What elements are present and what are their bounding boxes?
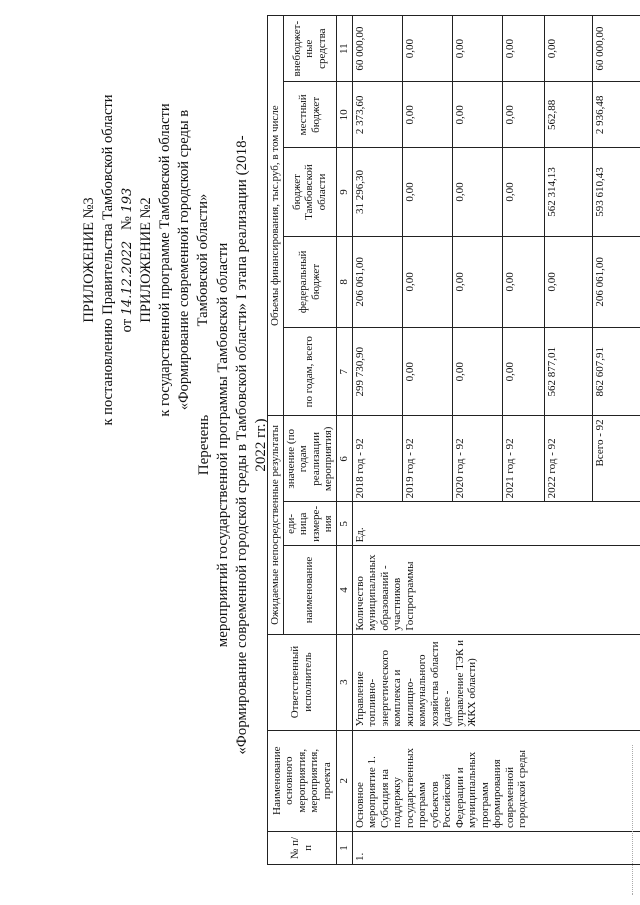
appendix-header	[80, 85, 213, 435]
col-header-total: по годам, всего	[283, 328, 336, 416]
year-value: 2022 год - 92	[544, 416, 592, 502]
col-number: 6	[336, 416, 352, 502]
total-amount: 862 607,91	[592, 328, 640, 416]
col-header-finance: Объемы финансирования, тыс.руб, в том числе	[268, 16, 284, 416]
col-header-local: местный бюджет	[283, 82, 336, 148]
col-header-extrabudget: внебюджет-ные средства	[283, 16, 336, 82]
regional-amount: 593 610,43	[592, 148, 640, 236]
total-amount: 0,00	[402, 328, 452, 416]
col-number: 1	[336, 831, 352, 864]
local-amount: 0,00	[452, 82, 502, 148]
col-header-regional: бюджет Тамбовской области	[283, 148, 336, 236]
scan-edge-marks	[632, 745, 636, 895]
col-header-num: № п/п	[268, 831, 337, 864]
year-value: 2021 год - 92	[502, 416, 544, 502]
col-header-result-name: наименование	[283, 546, 336, 634]
total-amount: 0,00	[502, 328, 544, 416]
local-amount: 0,00	[502, 82, 544, 148]
federal-amount: 206 061,00	[592, 236, 640, 328]
regional-amount: 0,00	[502, 148, 544, 236]
col-number: 5	[336, 502, 352, 546]
extrabudget-amount: 0,00	[544, 16, 592, 82]
local-amount: 2 936,48	[592, 82, 640, 148]
col-number: 7	[336, 328, 352, 416]
extrabudget-amount: 0,00	[502, 16, 544, 82]
local-amount: 2 373,60	[352, 82, 402, 148]
col-header-executor: Ответственный исполнитель	[268, 634, 337, 730]
result-name: Количество муниципальных образований - участников Госпрограммы	[352, 546, 640, 634]
federal-amount: 0,00	[402, 236, 452, 328]
result-unit: Ед.	[352, 502, 640, 546]
federal-amount: 0,00	[544, 236, 592, 328]
col-number: 8	[336, 236, 352, 328]
col-header-federal: федеральный бюджет	[283, 236, 336, 328]
col-header-value: значение (по годам реализации мероприятия)	[283, 416, 336, 502]
title-line1: Перечень	[196, 414, 212, 476]
decree-date: 14.12.2022	[120, 240, 135, 316]
extrabudget-amount: 60 000,00	[352, 16, 402, 82]
year-value: 2019 год - 92	[402, 416, 452, 502]
col-number: 3	[336, 634, 352, 730]
row-number: 1.	[352, 831, 640, 864]
decree-reference: к постановлению Правительства Тамбовской области	[100, 94, 116, 426]
col-number: 4	[336, 546, 352, 634]
appendix-2-number: ПРИЛОЖЕНИЕ №2	[138, 197, 154, 323]
col-header-unit: еди-ница измере-ния	[283, 502, 336, 546]
title-line3: «Формирование современной городской среды в Тамбовской области» I этапа реализации (2018-2022 гг.)	[234, 135, 269, 755]
extrabudget-amount: 60 000,00	[592, 16, 640, 82]
total-amount: 562 877,01	[544, 328, 592, 416]
year-value: 2020 год - 92	[452, 416, 502, 502]
title-line2: мероприятий государственной программы Тамбовской области	[215, 242, 231, 648]
regional-amount: 562 314,13	[544, 148, 592, 236]
extrabudget-amount: 0,00	[452, 16, 502, 82]
col-number: 2	[336, 730, 352, 831]
program-name-line1: «Формирование современной городской среды в	[176, 109, 192, 411]
regional-amount: 31 296,30	[352, 148, 402, 236]
program-reference: к государственной программе Тамбовской области	[157, 103, 173, 417]
year-value: 2018 год - 92	[352, 416, 402, 502]
activity-name: Основное мероприятие 1. Субсидия на поддержку государственных программ субъектов Российской Федерации и муниципальных программ формирования современной городской среды	[352, 730, 640, 831]
col-header-results: Ожидаемые непосредственные результаты	[268, 416, 284, 634]
col-number: 11	[336, 16, 352, 82]
federal-amount: 206 061,00	[352, 236, 402, 328]
federal-amount: 0,00	[452, 236, 502, 328]
appendix-number: ПРИЛОЖЕНИЕ №3	[81, 197, 97, 323]
header-row-1	[268, 16, 284, 865]
regional-amount: 0,00	[402, 148, 452, 236]
federal-amount: 0,00	[502, 236, 544, 328]
col-number: 9	[336, 148, 352, 236]
activities-table	[267, 15, 640, 865]
extrabudget-amount: 0,00	[402, 16, 452, 82]
col-header-name: Наименование основного мероприятия, мероприятия, проекта	[268, 730, 337, 831]
table-row	[352, 16, 402, 865]
local-amount: 0,00	[402, 82, 452, 148]
year-value: Всего - 92	[592, 416, 640, 502]
document-title	[195, 135, 271, 755]
column-number-row	[336, 16, 352, 865]
col-number: 10	[336, 82, 352, 148]
total-amount: 299 730,90	[352, 328, 402, 416]
program-name-line2: Тамбовской области»	[195, 193, 211, 327]
local-amount: 562,88	[544, 82, 592, 148]
decree-date-line: от 14.12.2022 № 193	[119, 187, 135, 333]
regional-amount: 0,00	[452, 148, 502, 236]
responsible-executor: Управление топливно-энергетического комплекса и жилищно-коммунального хозяйства области (далее - управление ТЭК и ЖКХ области)	[352, 634, 640, 730]
total-amount: 0,00	[452, 328, 502, 416]
decree-number: 193	[120, 187, 135, 213]
